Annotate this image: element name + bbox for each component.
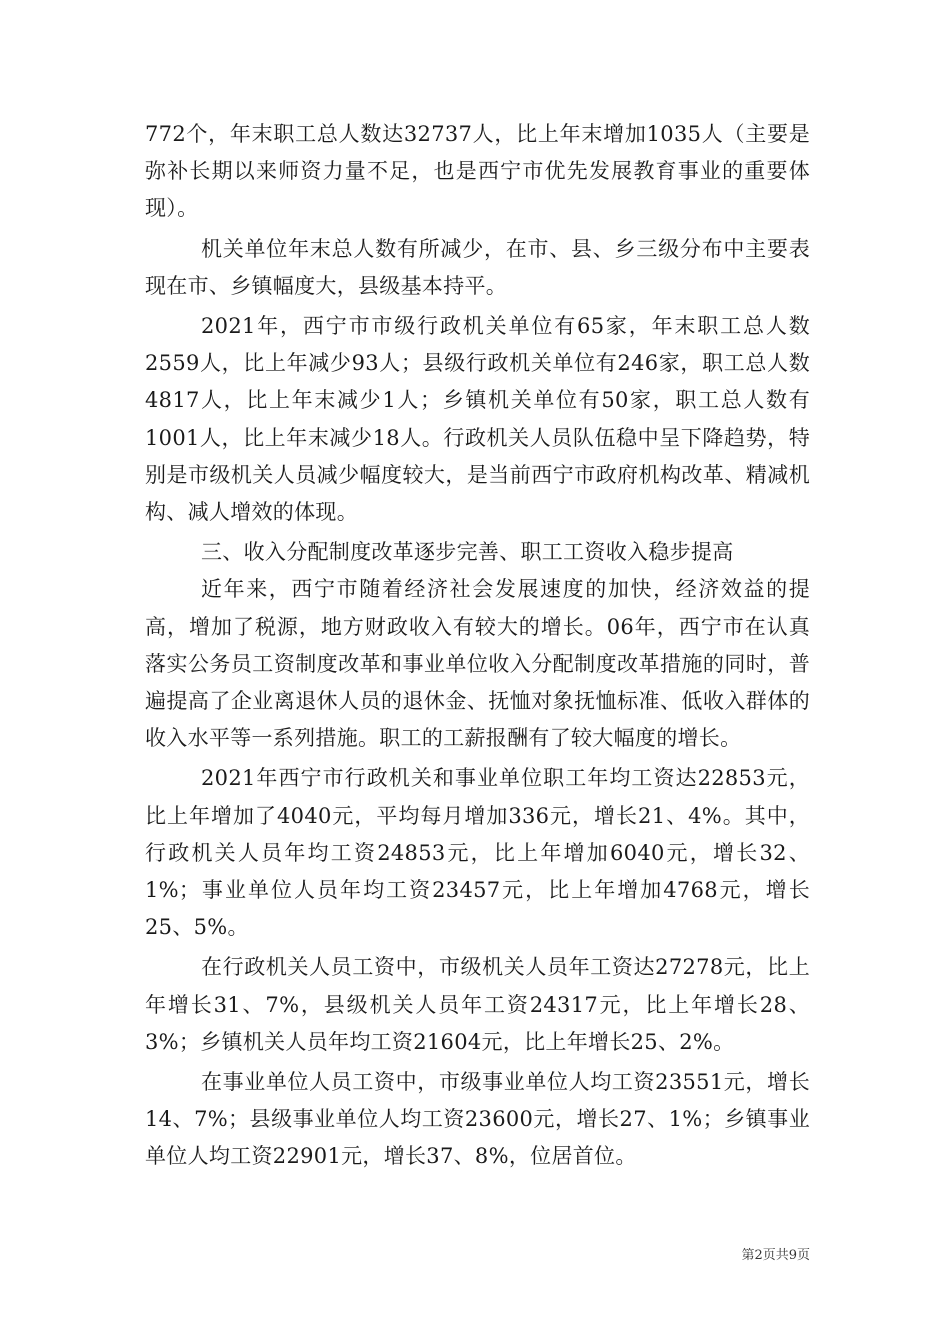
paragraph-agency-staff-decrease: 机关单位年末总人数有所减少，在市、县、乡三级分布中主要表现在市、乡镇幅度大，县级基本持平。 xyxy=(145,236,810,298)
page-number-footer: 第2页共9页 xyxy=(741,1248,810,1263)
paragraph-income-growth: 近年来，西宁市随着经济社会发展速度的加快，经济效益的提高，增加了税源，地方财政收入有较大的增长。06年，西宁市在认真落实公务员工资制度改革和事业单位收入分配制度改革措施的同时，普遍提高了企业离退休人员的退休金、抚恤对象抚恤标准、低收入群体的收入水平等一系列措施。职工的工薪报酬有了较大幅度的增长。 xyxy=(145,577,810,751)
section-heading-income-reform: 三、收入分配制度改革逐步完善、职工工资收入稳步提高 xyxy=(201,540,734,565)
paragraph-agency-wage-levels: 在行政机关人员工资中，市级机关人员年工资达27278元，比上年增长31、7%，县级机关人员年工资24317元，比上年增长28、3%；乡镇机关人员年均工资21604元，比上年增长25、2%。 xyxy=(145,955,810,1054)
paragraph-agency-staff-2021: 2021年，西宁市市级行政机关单位有65家，年末职工总人数2559人，比上年减少93人；县级行政机关单位有246家，职工总人数4817人，比上年末减少1人；乡镇机关单位有50家，职工总人数有1001人，比上年末减少18人。行政机关人员队伍稳中呈下降趋势，特别是市级机关人员减少幅度较大，是当前西宁市政府机构改革、精减机构、减人增效的体现。 xyxy=(145,314,810,525)
document-body xyxy=(145,116,810,1176)
paragraph-continuation: 772个，年末职工总人数达32737人，比上年末增加1035人（主要是弥补长期以来师资力量不足，也是西宁市优先发展教育事业的重要体现）。 xyxy=(145,122,810,221)
paragraph-institution-wage-levels: 在事业单位人员工资中，市级事业单位人均工资23551元，增长14、7%；县级事业单位人均工资23600元，增长27、1%；乡镇事业单位人均工资22901元，增长37、8%，位居首位。 xyxy=(145,1070,810,1169)
paragraph-average-wage: 2021年西宁市行政机关和事业单位职工年均工资达22853元，比上年增加了4040元，平均每月增加336元，增长21、4%。其中，行政机关人员年均工资24853元，比上年增加6040元，增长32、1%；事业单位人员年均工资23457元，比上年增加4768元，增长25、5%。 xyxy=(145,766,810,940)
